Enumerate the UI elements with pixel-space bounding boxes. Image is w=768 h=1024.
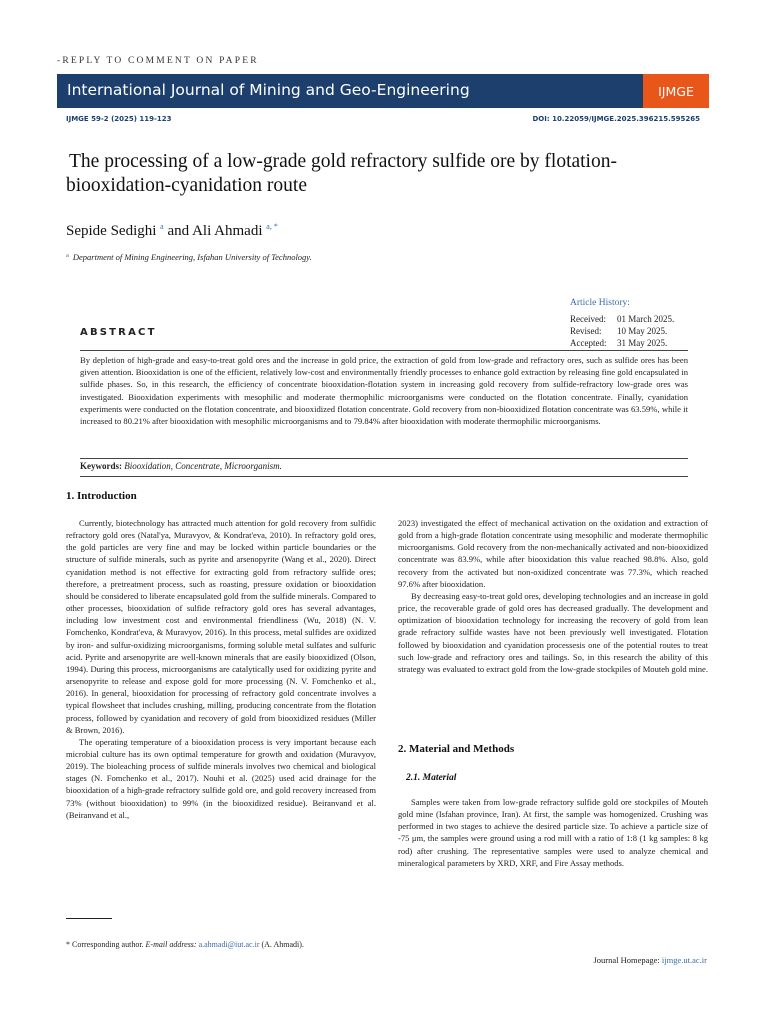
right-column [398,517,708,675]
email-link[interactable]: a.ahmadi@iut.ac.ir [198,940,260,949]
divider [80,458,688,459]
affiliation-marker[interactable]: a [160,222,164,231]
author-list [66,222,278,240]
homepage-link[interactable]: ijmge.ut.ac.ir [661,955,707,965]
author-name: Sepide Sedighi [66,223,157,239]
left-column [66,517,376,821]
author-name: Ali Ahmadi [192,223,263,239]
doi-link[interactable]: DOI: 10.22059/IJMGE.2025.396215.595265 [532,115,700,123]
divider [80,350,688,351]
paragraph: The operating temperature of a biooxidation process is very important because each microbial culture has its own optimal temperature for growth and oxidation (Muravyov, 2019). The bioleaching process of sulfide minerals involves two chemical and biological stages (N. Fomchenko et al., 2017). Nouhi et al. (2025) used acid drainage for the biooxidation of a high-grade refractory sulfide gold ore, and gold recovery increased from 73% (without biooxidation) to 99% (in the biooxidized residue). Beiranvand et al. (Beiranvand et al., [66,736,376,820]
citation: IJMGE 59-2 (2025) 119-123 [66,115,172,123]
history-key: Received: [570,314,606,324]
history-revised [570,326,667,336]
keywords-list: Biooxidation, Concentrate, Microorganism. [124,461,282,471]
abstract-text: By depletion of high-grade and easy-to-treat gold ores and the increase in gold price, the extraction of gold from low-grade and refractory ores, such as sulfide ores has been given attention. Biooxidation is one of the efficient, relatively low-cost and environmentally friendly processes to enhance gold extraction by releasing fine gold encapsulated in sulfide phases. So, in this research, the efficiency of concentrate biooxidation-flotation system in increasing gold recovery from sulfide-refractory low-grade ores was investigated. Biooxidation experiments with mesophilic and moderate thermophilic microorganisms were conducted on the flotation concentrate. Finally, cyanidation experiments were conducted on the flotation concentrate, and biooxidized flotation concentrate. Gold recovery from non-biooxidized flotation concentrate was 63.59%, while it increased to 80.21% after biooxidation with mesophilic microorganisms and to 79.84% after biooxidation with moderate thermophilic microorganisms. [80,355,688,427]
author-join: and [167,223,190,239]
article-history-label: Article History: [570,298,630,308]
footnote [66,940,304,949]
history-value: 01 March 2025. [617,314,675,324]
abstract-heading: ABSTRACT [80,327,157,338]
affiliation [66,252,312,262]
affiliation-marker[interactable]: a, * [266,222,278,231]
history-value: 31 May 2025. [617,338,668,348]
affiliation-text: Department of Mining Engineering, Isfahan University of Technology. [72,252,312,262]
section-heading-introduction: 1. Introduction [66,490,137,502]
history-accepted [570,338,667,348]
footnote-suffix: (A. Ahmadi). [261,940,304,949]
history-value: 10 May 2025. [617,326,668,336]
section-heading-methods: 2. Material and Methods [398,743,515,755]
footnote-email-label: E-mail address: [145,940,197,949]
material-text [398,796,708,869]
paragraph: 2023) investigated the effect of mechanical activation on the oxidation and extraction of gold from a high-grade flotation concentrate using mesophilic and moderate thermophilic microorganisms. Gold recovery from the non-mechanically activated and non-biooxidized concentrate was 83.9%, while after biooxidation this value reached 98.8%. Also, gold recovery from the activated but non-oxidized concentrate was 77.3%, which reached 97.6% after biooxidation. [398,518,708,589]
journal-name: International Journal of Mining and Geo-Engineering [67,81,470,99]
paragraph: Currently, biotechnology has attracted much attention for gold recovery from sulfidic refractory gold ores (Natal'ya, Muravyov, & Kondrat'eva, 2010). In refractory gold ores, the gold particles are very fine and may be locked within particle boundaries or the structure of sulfide minerals, such as pyrite and arsenopyrite (Wang et al., 2020). Direct cyanidation method is not effective for extracting gold from refractory sulfide ores; therefore, a pretreatment process, such as roasting, pressure oxidation or biooxidation should be considered to liberate encapsulated gold from the sulfide minerals. Compared to other processes, biooxidation of sulfide refractory gold ores has several advantages, including low investment cost and environmental friendliness (Wu, 2018) (N. V. Fomchenko, Kondrat'eva, & Muravyov, 2016). In this process, metal sulfides are oxidized by iron- and sulfur-oxidizing microorganisms, forming soluble metal sulfates and sulfuric acid. Pyrite and arsenopyrite are well-known minerals that are easily biooxidized (Olson, 1994). During this process, microorganisms are catalytically used for oxidizing pyrite and arsenopyrite to release and expose gold for more processing (N. V. Fomchenko et al., 2016). In general, biooxidation for processing of refractory gold concentrate involves a typical flowsheet that includes crushing, milling, producing concentrate from the flotation process, followed by cyanidation and recovery of gold from biooxidized residues (Miller & Brown, 2016). [66,518,376,735]
divider [80,476,688,477]
history-received [570,314,674,324]
footnote-divider [66,918,112,919]
keywords [80,461,282,471]
title-line-1: The processing of a low-grade gold refractory sulfide ore by flotation- [69,151,617,172]
footnote-prefix: * Corresponding author. [66,940,144,949]
homepage-label: Journal Homepage: [593,955,660,965]
article-title [66,150,716,198]
history-key: Revised: [570,326,602,336]
paragraph: Samples were taken from low-grade refractory sulfide gold ore stockpiles of Mouteh gold mine (Isfahan province, Iran). At first, the sample was homogenized. Crushing was performed in two stages to achieve the desired particle size. To achieve a particle size of -75 μm, the samples were ground using a rod mill with a ratio of 1:8 (1 kg samples: 8 kg rod) after crushing. The representative samples were used to analyze chemical and mineralogical parameters by XRD, XRF, and Fire Assay methods. [398,797,708,868]
paragraph: By decreasing easy-to-treat gold ores, developing technologies and an increase in gold price, the recoverable grade of gold ores has decreased gradually. The development and optimization of biooxidation technology for increasing the recovery of gold from lean grade refractory sulfide wastes have not been previously well investigated. Flotation followed by biooxidation and cyanidation processesis one of the potential routes to treat such low-grade and refractory ores and tailings. So, in this research the ability of this strategy was evaluated to extract gold from the low-grade stockpiles of Mouteh gold mine. [398,590,708,674]
section-kicker: -REPLY TO COMMENT ON PAPER [57,56,259,66]
subsection-heading-material: 2.1. Material [406,773,457,783]
keywords-label: Keywords: [80,461,122,471]
title-line-2: biooxidation-cyanidation route [66,175,307,196]
affiliation-marker: a [66,252,69,259]
journal-homepage [593,955,707,965]
journal-tag: IJMGE [643,74,709,108]
history-key: Accepted: [570,338,607,348]
